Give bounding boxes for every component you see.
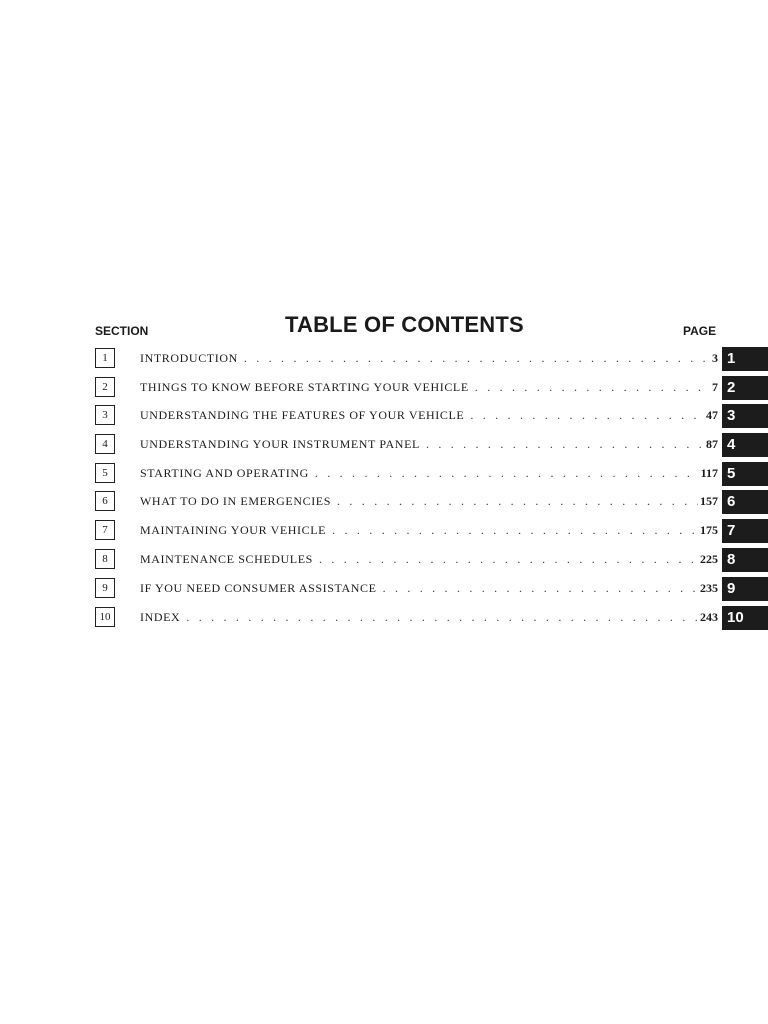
toc-entry-line (140, 494, 718, 509)
toc-entry-line (140, 380, 718, 395)
entry-page-number: 3 (712, 351, 718, 365)
dot-leader (383, 581, 698, 596)
section-tab[interactable]: 7 (722, 519, 768, 543)
section-tab[interactable]: 2 (722, 376, 768, 400)
entry-title: MAINTENANCE SCHEDULES (140, 552, 313, 566)
toc-entry-line (140, 552, 718, 567)
section-number-box: 6 (95, 491, 115, 511)
entry-title: WHAT TO DO IN EMERGENCIES (140, 494, 331, 508)
entry-title: UNDERSTANDING YOUR INSTRUMENT PANEL (140, 437, 420, 451)
toc-entry-emergencies[interactable] (0, 491, 768, 515)
section-tab[interactable]: 9 (722, 577, 768, 601)
section-column-label: SECTION (95, 324, 149, 338)
entry-page-number: 235 (700, 581, 718, 595)
toc-entry-introduction[interactable] (0, 348, 768, 372)
toc-entry-things-to-know[interactable] (0, 377, 768, 401)
section-tab[interactable]: 3 (722, 404, 768, 428)
section-number-box: 4 (95, 434, 115, 454)
entry-page-number: 7 (712, 380, 718, 394)
entry-title: INTRODUCTION (140, 351, 238, 365)
entry-page-number: 87 (706, 437, 718, 451)
toc-entry-starting-operating[interactable] (0, 463, 768, 487)
toc-entry-line (140, 351, 718, 366)
section-tab[interactable]: 8 (722, 548, 768, 572)
dot-leader (244, 351, 710, 366)
toc-entry-maintaining[interactable] (0, 520, 768, 544)
page-column-label: PAGE (683, 324, 717, 338)
section-tab[interactable]: 5 (722, 462, 768, 486)
toc-entry-line (140, 581, 718, 596)
section-tab[interactable]: 1 (722, 347, 768, 371)
section-number-box: 9 (95, 578, 115, 598)
entry-page-number: 243 (700, 610, 718, 624)
dot-leader (470, 408, 704, 423)
toc-entry-index[interactable] (0, 607, 768, 631)
toc-entry-line (140, 523, 718, 538)
entry-title: MAINTAINING YOUR VEHICLE (140, 523, 327, 537)
dot-leader (426, 437, 704, 452)
section-number-box: 1 (95, 348, 115, 368)
toc-entry-line (140, 610, 718, 625)
dot-leader (315, 466, 699, 481)
entry-page-number: 157 (700, 494, 718, 508)
dot-leader (332, 523, 698, 538)
section-number-box: 8 (95, 549, 115, 569)
entry-page-number: 175 (700, 523, 718, 537)
entry-title: IF YOU NEED CONSUMER ASSISTANCE (140, 581, 377, 595)
entry-title: INDEX (140, 610, 181, 624)
toc-entry-consumer-assistance[interactable] (0, 578, 768, 602)
entry-page-number: 117 (700, 466, 718, 480)
entry-title: UNDERSTANDING THE FEATURES OF YOUR VEHICLE (140, 408, 465, 422)
section-number-box: 7 (95, 520, 115, 540)
entry-title: THINGS TO KNOW BEFORE STARTING YOUR VEHICLE (140, 380, 469, 394)
toc-entry-schedules[interactable] (0, 549, 768, 573)
section-number-box: 5 (95, 463, 115, 483)
section-number-box: 2 (95, 377, 115, 397)
page-title: TABLE OF CONTENTS (285, 312, 524, 337)
toc-entry-line (140, 408, 718, 423)
entry-page-number: 47 (706, 408, 718, 422)
dot-leader (337, 494, 698, 509)
section-number-box: 3 (95, 405, 115, 425)
dot-leader (319, 552, 698, 567)
entry-title: STARTING AND OPERATING (140, 466, 309, 480)
toc-entry-line (140, 466, 718, 481)
toc-entry-features[interactable] (0, 405, 768, 429)
toc-entry-line (140, 437, 718, 452)
section-number-box: 10 (95, 607, 115, 627)
section-tab[interactable]: 10 (722, 606, 768, 630)
toc-entry-instrument-panel[interactable] (0, 434, 768, 458)
entry-page-number: 225 (700, 552, 718, 566)
section-tab[interactable]: 4 (722, 433, 768, 457)
dot-leader (186, 610, 698, 625)
section-tab[interactable]: 6 (722, 490, 768, 514)
dot-leader (475, 380, 710, 395)
